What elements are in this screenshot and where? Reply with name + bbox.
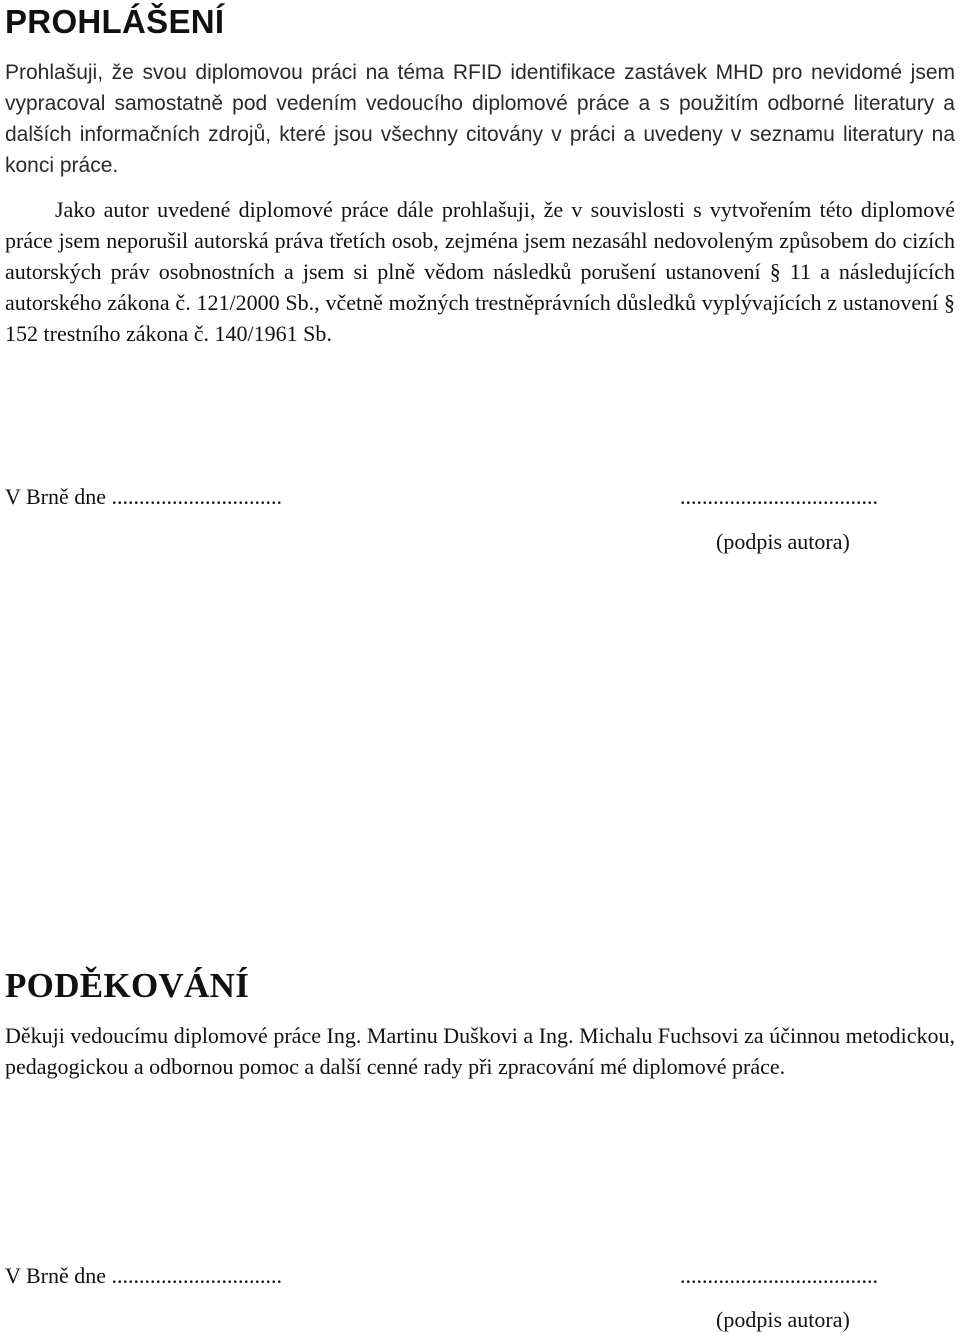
- declaration-paragraph-2: Jako autor uvedené diplomové práce dále prohlašuji, že v souvislosti s vytvořením této diplomové práce jsem neporušil autorská práva třetích osob, zejména jsem nezasáhl nedovoleným způsobem do cizích autorských práv osobnostních a jsem si plně vědom následků porušení ustanovení § 11 a následujících autorského zákona č. 121/2000 Sb., včetně možných trestněprávních důsledků vyplývajících z ustanovení § 152 trestního zákona č. 140/1961 Sb.: [5, 197, 955, 346]
- declaration-title: PROHLÁŠENÍ: [5, 3, 225, 40]
- declaration-paragraph-1: Prohlašuji, že svou diplomovou práci na téma RFID identifikace zastávek MHD pro nevidomé jsem vypracoval samostatně pod vedením vedoucího diplomové práce a s použitím odborné literatury a dalších informačních zdrojů, které jsou všechny citovány v práci a uvedeny v seznamu literatury na konci práce.: [5, 61, 955, 177]
- declaration-place-date: V Brně dne ...............................: [5, 484, 283, 509]
- declaration-signature-line: ....................................: [680, 484, 878, 509]
- acknowledgement-signature-line: ....................................: [680, 1263, 878, 1288]
- acknowledgement-signature-caption: (podpis autora): [716, 1307, 850, 1332]
- acknowledgement-place-date: V Brně dne ...............................: [5, 1263, 283, 1288]
- acknowledgement-title: PODĚKOVÁNÍ: [5, 966, 250, 1005]
- acknowledgement-paragraph: Děkuji vedoucímu diplomové práce Ing. Martinu Duškovi a Ing. Michalu Fuchsovi za účinnou metodickou, pedagogickou a odbornou pomoc a další cenné rady při zpracování mé diplomové práce.: [5, 1023, 955, 1079]
- declaration-signature-caption: (podpis autora): [716, 529, 850, 554]
